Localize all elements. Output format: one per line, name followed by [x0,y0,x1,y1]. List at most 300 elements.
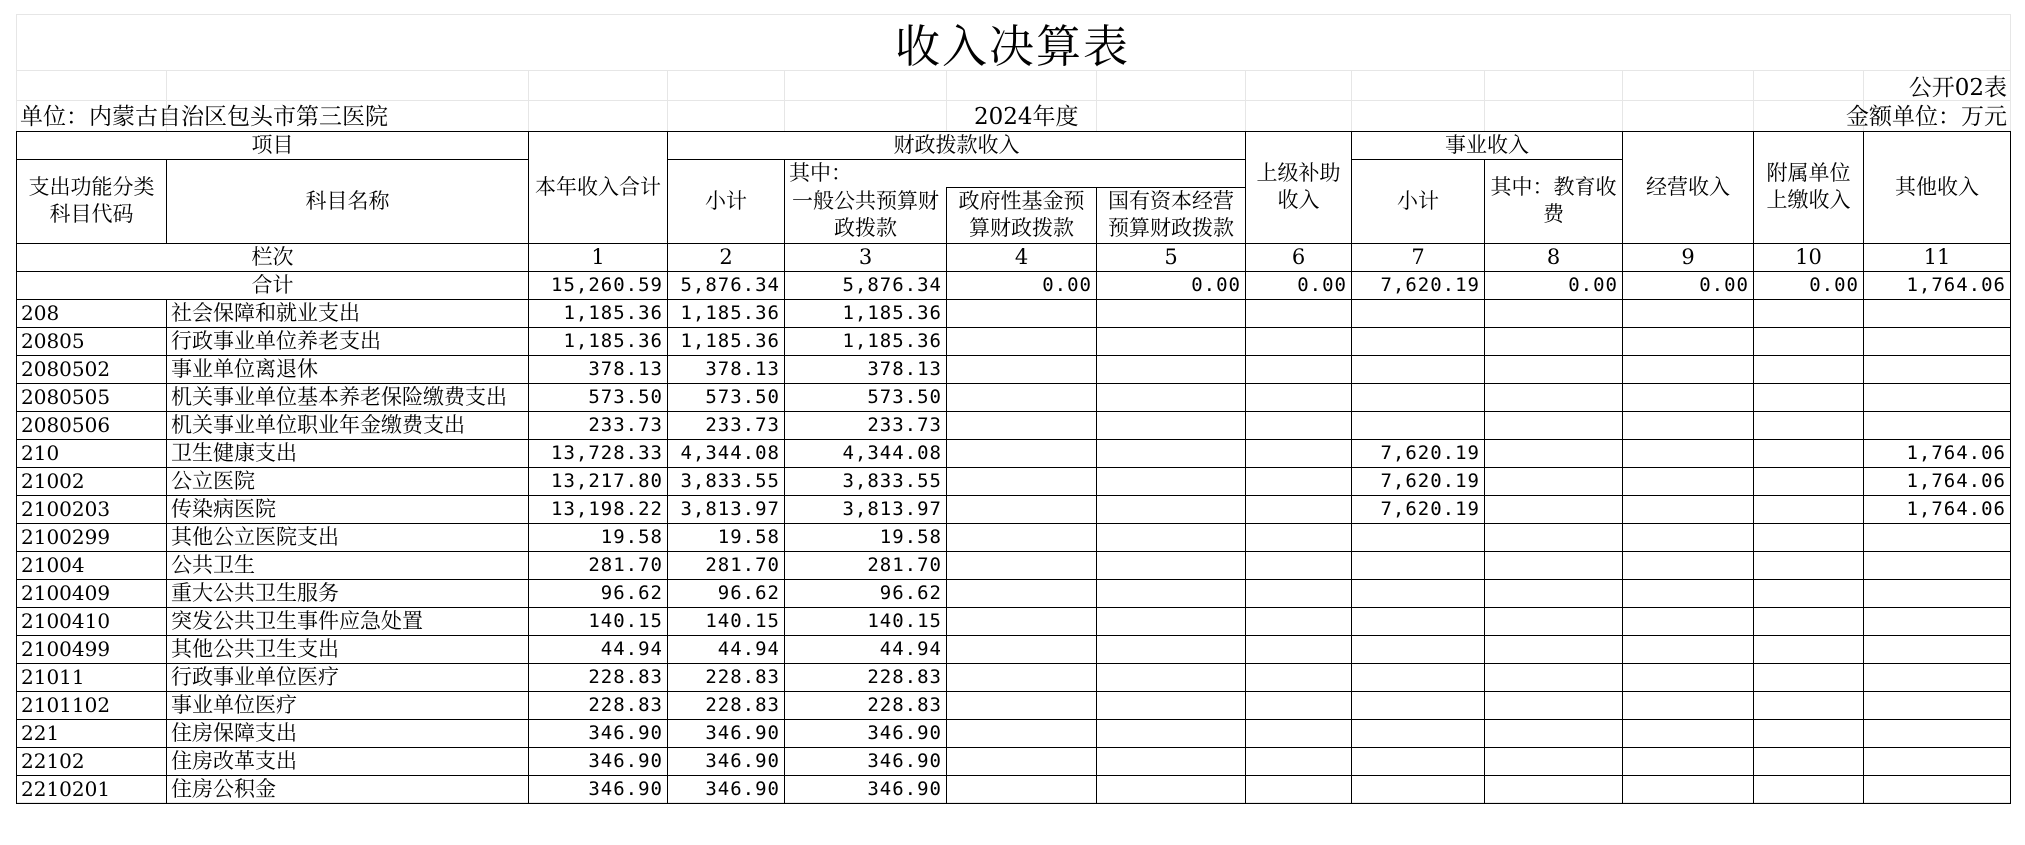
amount-cell [1352,663,1485,691]
amount-cell [1623,775,1754,803]
amount-cell [1246,775,1352,803]
amount-cell: 1,764.06 [1864,467,2011,495]
amount-cell [1485,467,1623,495]
header-other: 其他收入 [1864,132,2011,244]
amount-cell [947,523,1097,551]
col-number: 4 [947,243,1097,271]
amount-cell [1097,663,1246,691]
header-row-1 [17,132,2011,160]
table-row [17,635,2011,663]
amount-cell: 228.83 [529,691,668,719]
total-cell: 0.00 [1246,271,1352,299]
amount-cell [1246,327,1352,355]
subject-name-cell: 其他公立医院支出 [167,523,529,551]
amount-cell [1246,299,1352,327]
amount-cell: 228.83 [668,691,785,719]
amount-cell: 346.90 [529,719,668,747]
amount-cell [1623,411,1754,439]
header-affiliated: 附属单位上缴收入 [1754,132,1864,244]
amount-cell [947,327,1097,355]
header-total: 本年收入合计 [529,132,668,244]
subject-code-cell: 210 [17,439,167,467]
table-row [17,663,2011,691]
amount-cell [947,719,1097,747]
subject-code-cell: 2210201 [17,775,167,803]
col-number: 9 [1623,243,1754,271]
amount-cell: 44.94 [785,635,947,663]
amount-cell [1097,495,1246,523]
subject-name-cell: 卫生健康支出 [167,439,529,467]
amount-cell: 140.15 [668,607,785,635]
total-cell: 5,876.34 [785,271,947,299]
amount-cell: 19.58 [785,523,947,551]
amount-cell [1864,747,2011,775]
col-number: 10 [1754,243,1864,271]
header-name: 科目名称 [167,160,529,244]
amount-cell: 13,728.33 [529,439,668,467]
amount-cell [1754,775,1864,803]
amount-cell [1485,439,1623,467]
amount-cell: 346.90 [785,719,947,747]
amount-cell [1246,691,1352,719]
amount-cell [1754,299,1864,327]
amount-cell: 378.13 [668,355,785,383]
amount-unit: 金额单位：万元 [1846,104,2007,130]
header-code: 支出功能分类科目代码 [17,160,167,244]
total-cell: 0.00 [947,271,1097,299]
subject-name-cell: 事业单位医疗 [167,691,529,719]
amount-cell: 233.73 [668,411,785,439]
subject-name-cell: 事业单位离退休 [167,355,529,383]
amount-cell [947,439,1097,467]
amount-cell: 96.62 [529,579,668,607]
amount-cell [1485,327,1623,355]
amount-cell [1485,299,1623,327]
amount-cell: 1,185.36 [668,299,785,327]
amount-cell [947,355,1097,383]
amount-cell [1097,635,1246,663]
subject-code-cell: 2080505 [17,383,167,411]
amount-cell [1623,663,1754,691]
table-row [17,747,2011,775]
amount-cell: 1,185.36 [529,299,668,327]
amount-cell [1864,775,2011,803]
amount-cell [1097,719,1246,747]
amount-cell [1864,579,2011,607]
amount-cell [1623,747,1754,775]
amount-cell [1864,691,2011,719]
amount-cell [1246,607,1352,635]
amount-cell [1097,607,1246,635]
table-row [17,327,2011,355]
amount-cell: 378.13 [785,355,947,383]
amount-cell [1246,747,1352,775]
table-row [17,579,2011,607]
amount-cell [1485,383,1623,411]
amount-cell [1754,635,1864,663]
amount-cell [1352,327,1485,355]
subject-code-cell: 2101102 [17,691,167,719]
subject-name-cell: 住房改革支出 [167,747,529,775]
subject-code-cell: 2100299 [17,523,167,551]
subject-code-cell: 2080502 [17,355,167,383]
subject-name-cell: 机关事业单位职业年金缴费支出 [167,411,529,439]
amount-cell [1754,439,1864,467]
amount-cell: 3,833.55 [785,467,947,495]
header-education-fee: 其中：教育收费 [1485,160,1623,244]
amount-cell: 140.15 [529,607,668,635]
amount-cell [1352,383,1485,411]
amount-cell [1485,355,1623,383]
col-number: 1 [529,243,668,271]
amount-cell [1623,383,1754,411]
amount-cell [1246,719,1352,747]
amount-cell: 13,217.80 [529,467,668,495]
col-number: 6 [1246,243,1352,271]
amount-cell: 281.70 [785,551,947,579]
amount-cell [1246,411,1352,439]
amount-cell [1485,523,1623,551]
subject-code-cell: 21002 [17,467,167,495]
amount-cell [1097,355,1246,383]
amount-cell [1864,299,2011,327]
amount-cell: 228.83 [668,663,785,691]
amount-cell: 346.90 [529,775,668,803]
amount-cell [1754,467,1864,495]
amount-cell [1754,719,1864,747]
amount-cell [947,299,1097,327]
amount-cell [1352,523,1485,551]
amount-cell [1097,579,1246,607]
amount-cell [947,495,1097,523]
amount-cell [1352,635,1485,663]
table-row [17,439,2011,467]
amount-cell [1754,523,1864,551]
amount-cell [1754,663,1864,691]
amount-cell [1352,775,1485,803]
amount-cell [1754,607,1864,635]
total-cell: 15,260.59 [529,271,668,299]
amount-cell [1623,355,1754,383]
amount-cell: 281.70 [668,551,785,579]
column-no-label: 栏次 [17,243,529,271]
amount-cell [1754,747,1864,775]
amount-cell [1623,439,1754,467]
fiscal-year: 2024年度 [974,104,1079,130]
amount-cell [1623,327,1754,355]
subject-name-cell: 重大公共卫生服务 [167,579,529,607]
table-row [17,383,2011,411]
subject-code-cell: 2080506 [17,411,167,439]
total-cell: 0.00 [1485,271,1623,299]
subject-code-cell: 2100203 [17,495,167,523]
subject-code-cell: 221 [17,719,167,747]
subject-code-cell: 21004 [17,551,167,579]
amount-cell: 1,764.06 [1864,439,2011,467]
table-row [17,411,2011,439]
amount-cell [1623,467,1754,495]
amount-cell [1485,775,1623,803]
amount-cell [1623,495,1754,523]
header-general-budget: 一般公共预算财政拨款 [785,188,947,244]
amount-cell [1246,663,1352,691]
header-gov-fund: 政府性基金预算财政拨款 [947,188,1097,244]
amount-cell [1754,383,1864,411]
amount-cell: 1,185.36 [529,327,668,355]
amount-cell [1352,411,1485,439]
amount-cell [1485,663,1623,691]
amount-cell [1352,607,1485,635]
amount-cell [1864,411,2011,439]
amount-cell [1352,299,1485,327]
amount-cell [947,467,1097,495]
amount-cell: 3,813.97 [785,495,947,523]
total-cell: 0.00 [1754,271,1864,299]
subject-code-cell: 2100499 [17,635,167,663]
amount-cell [1754,691,1864,719]
amount-cell [1352,719,1485,747]
amount-cell [1623,719,1754,747]
subject-name-cell: 行政事业单位医疗 [167,663,529,691]
subject-name-cell: 传染病医院 [167,495,529,523]
amount-cell: 346.90 [668,719,785,747]
amount-cell: 140.15 [785,607,947,635]
amount-cell [1623,579,1754,607]
amount-cell [1485,635,1623,663]
amount-cell [1246,579,1352,607]
amount-cell: 7,620.19 [1352,439,1485,467]
header-state-capital: 国有资本经营预算财政拨款 [1097,188,1246,244]
amount-cell [1623,523,1754,551]
amount-cell [1485,495,1623,523]
amount-cell [1864,719,2011,747]
total-label: 合计 [17,271,529,299]
amount-cell: 378.13 [529,355,668,383]
amount-cell: 44.94 [668,635,785,663]
income-statement-table [16,131,2011,804]
amount-cell: 228.83 [785,663,947,691]
amount-cell: 346.90 [529,747,668,775]
table-row [17,467,2011,495]
table-row [17,355,2011,383]
amount-cell: 346.90 [668,747,785,775]
header-item: 项目 [17,132,529,160]
amount-cell: 1,185.36 [785,299,947,327]
amount-cell [1754,327,1864,355]
amount-cell [1352,579,1485,607]
amount-cell [1352,747,1485,775]
amount-cell [1246,467,1352,495]
amount-cell [1754,355,1864,383]
amount-cell: 4,344.08 [668,439,785,467]
amount-cell [947,551,1097,579]
amount-cell: 3,833.55 [668,467,785,495]
amount-cell [1754,551,1864,579]
header-operating: 经营收入 [1623,132,1754,244]
amount-cell: 228.83 [529,663,668,691]
table-row [17,719,2011,747]
amount-cell: 4,344.08 [785,439,947,467]
total-cell: 0.00 [1623,271,1754,299]
header-fiscal-subtotal: 小计 [668,160,785,244]
table-row [17,495,2011,523]
amount-cell: 7,620.19 [1352,495,1485,523]
table-row [17,691,2011,719]
amount-cell: 7,620.19 [1352,467,1485,495]
amount-cell: 1,764.06 [1864,495,2011,523]
amount-cell [1246,523,1352,551]
subject-code-cell: 21011 [17,663,167,691]
amount-cell [1623,691,1754,719]
subject-name-cell: 其他公共卫生支出 [167,635,529,663]
amount-cell [1097,691,1246,719]
header-fiscal: 财政拨款收入 [668,132,1246,160]
amount-cell: 19.58 [668,523,785,551]
subject-name-cell: 公立医院 [167,467,529,495]
header-business: 事业收入 [1352,132,1623,160]
amount-cell [1097,747,1246,775]
table-row [17,607,2011,635]
amount-cell [1246,551,1352,579]
amount-cell [1485,579,1623,607]
header-business-subtotal: 小计 [1352,160,1485,244]
amount-cell [1485,551,1623,579]
col-number: 5 [1097,243,1246,271]
col-number: 8 [1485,243,1623,271]
header-of-which: 其中： [785,160,1246,188]
subject-name-cell: 突发公共卫生事件应急处置 [167,607,529,635]
amount-cell [947,635,1097,663]
amount-cell [1246,439,1352,467]
page-title: 收入决算表 [894,20,1130,73]
amount-cell [947,579,1097,607]
amount-cell [1864,551,2011,579]
amount-cell [947,411,1097,439]
total-cell: 7,620.19 [1352,271,1485,299]
amount-cell [1097,551,1246,579]
subject-code-cell: 208 [17,299,167,327]
total-row [17,271,2011,299]
amount-cell: 13,198.22 [529,495,668,523]
amount-cell [1097,439,1246,467]
amount-cell [1097,467,1246,495]
amount-cell: 573.50 [668,383,785,411]
table-row [17,775,2011,803]
amount-cell: 1,185.36 [668,327,785,355]
amount-cell [1623,299,1754,327]
table-row [17,551,2011,579]
amount-cell [947,775,1097,803]
column-number-row [17,243,2011,271]
amount-cell: 573.50 [785,383,947,411]
amount-cell [1352,355,1485,383]
amount-cell [1623,607,1754,635]
subject-code-cell: 20805 [17,327,167,355]
amount-cell [1246,355,1352,383]
amount-cell [1097,327,1246,355]
amount-cell: 228.83 [785,691,947,719]
amount-cell [1864,607,2011,635]
amount-cell [1352,691,1485,719]
subject-name-cell: 住房保障支出 [167,719,529,747]
subject-code-cell: 22102 [17,747,167,775]
amount-cell: 346.90 [785,747,947,775]
amount-cell [1623,635,1754,663]
subject-name-cell: 公共卫生 [167,551,529,579]
amount-cell [1754,495,1864,523]
amount-cell [1097,299,1246,327]
amount-cell: 346.90 [668,775,785,803]
amount-cell [1246,383,1352,411]
header-superior-subsidy: 上级补助收入 [1246,132,1352,244]
amount-cell: 233.73 [529,411,668,439]
amount-cell: 19.58 [529,523,668,551]
amount-cell: 1,185.36 [785,327,947,355]
col-number: 7 [1352,243,1485,271]
total-cell: 0.00 [1097,271,1246,299]
amount-cell [947,383,1097,411]
table-row [17,523,2011,551]
total-cell: 1,764.06 [1864,271,2011,299]
table-row [17,299,2011,327]
amount-cell: 233.73 [785,411,947,439]
amount-cell: 346.90 [785,775,947,803]
amount-cell [1864,383,2011,411]
amount-cell [947,691,1097,719]
amount-cell [1097,411,1246,439]
amount-cell: 281.70 [529,551,668,579]
amount-cell [1485,719,1623,747]
amount-cell [1623,551,1754,579]
amount-cell [1097,383,1246,411]
amount-cell [1864,523,2011,551]
amount-cell [1754,411,1864,439]
col-number: 11 [1864,243,2011,271]
amount-cell [1485,691,1623,719]
amount-cell [947,663,1097,691]
data-rows [17,299,2011,803]
amount-cell [1864,355,2011,383]
amount-cell [1485,607,1623,635]
amount-cell [1754,579,1864,607]
gridline [16,100,2010,101]
subject-name-cell: 机关事业单位基本养老保险缴费支出 [167,383,529,411]
amount-cell [1352,551,1485,579]
amount-cell [1485,747,1623,775]
subject-name-cell: 住房公积金 [167,775,529,803]
amount-cell: 44.94 [529,635,668,663]
amount-cell: 96.62 [785,579,947,607]
amount-cell: 573.50 [529,383,668,411]
amount-cell [947,747,1097,775]
subject-name-cell: 行政事业单位养老支出 [167,327,529,355]
total-cell: 5,876.34 [668,271,785,299]
unit-label: 单位：内蒙古自治区包头市第三医院 [20,104,388,130]
amount-cell [1485,411,1623,439]
amount-cell [947,607,1097,635]
amount-cell [1246,495,1352,523]
amount-cell [1246,635,1352,663]
amount-cell: 3,813.97 [668,495,785,523]
amount-cell [1864,327,2011,355]
amount-cell: 96.62 [668,579,785,607]
subject-code-cell: 2100409 [17,579,167,607]
amount-cell [1097,775,1246,803]
col-number: 2 [668,243,785,271]
col-number: 3 [785,243,947,271]
form-number: 公开02表 [1908,75,2007,101]
subject-code-cell: 2100410 [17,607,167,635]
